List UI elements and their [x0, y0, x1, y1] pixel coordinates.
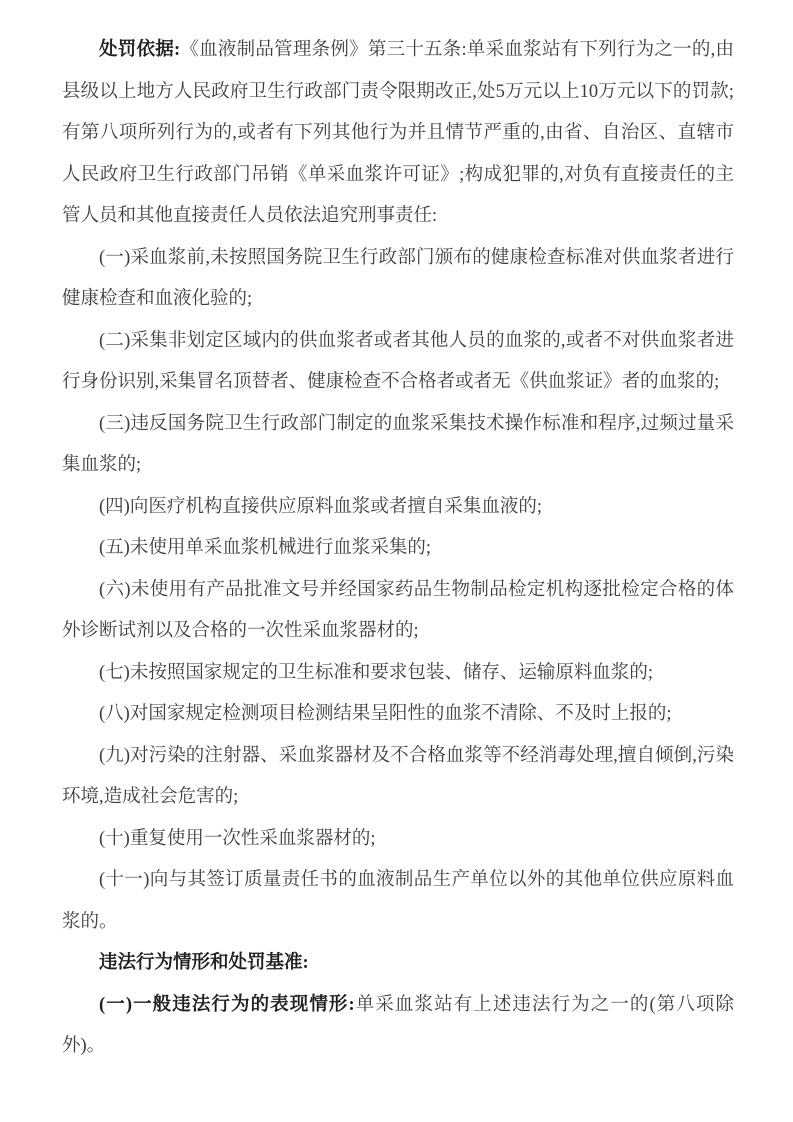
paragraph-list-item — [62, 528, 734, 570]
paragraph-list-item — [62, 321, 734, 404]
paragraph-sub-item — [62, 985, 734, 1068]
text-run: (十)重复使用一次性采血浆器材的; — [99, 828, 376, 849]
text-run: (八)对国家规定检测项目检测结果呈阳性的血浆不清除、不及时上报的; — [99, 704, 672, 724]
document-body — [62, 30, 734, 1068]
paragraph-list-item — [62, 487, 734, 529]
paragraph-list-item — [62, 860, 734, 943]
text-run: 《血液制品管理条例》第三十五条:单采血浆站有下列行为之一的,由县级以上地方人民政府卫生行政部门责令限期改正,处5万元以上10万元以下的罚款;有第八项所列行为的,或者有下列其他行为并且情节严重的,由省、自治区、直辖市人民政府卫生行政部门吊销《单采血浆许可证》;构成犯罪的,对负有直接责任的主管人员和其他直接责任人员依法追究刑事责任: — [62, 40, 734, 226]
paragraph-list-item — [62, 404, 734, 487]
text-run: (七)未按照国家规定的卫生标准和要求包装、储存、运输原料血浆的; — [99, 662, 653, 683]
paragraph-list-item — [62, 653, 734, 695]
text-run: (十一)向与其签订质量责任书的血液制品生产单位以外的其他单位供应原料血浆的。 — [62, 870, 734, 932]
text-run: 单采血浆站有上述违法行为之一的(第八项除外)。 — [62, 994, 734, 1056]
paragraph-section-heading — [62, 943, 734, 985]
text-run: (一)采血浆前,未按照国务院卫生行政部门颁布的健康检查标准对供血浆者进行健康检查和血液化验的; — [62, 247, 734, 309]
text-run: (二)采集非划定区域内的供血浆者或者其他人员的血浆的,或者不对供血浆者进行身份识别,采集冒名顶替者、健康检查不合格者或者无《供血浆证》者的血浆的; — [62, 330, 734, 392]
text-run: (五)未使用单采血浆机械进行血浆采集的; — [99, 538, 431, 558]
paragraph-list-item — [62, 819, 734, 861]
bold-text-run: (一)一般违法行为的表现情形: — [99, 994, 355, 1015]
bold-text-run: 处罚依据: — [99, 40, 181, 60]
bold-text-run: 违法行为情形和处罚基准: — [99, 953, 309, 973]
paragraph-list-item — [62, 694, 734, 736]
paragraph-list-item — [62, 570, 734, 653]
text-run: (九)对污染的注射器、采血浆器材及不合格血浆等不经消毒处理,擅自倾倒,污染环境,造成社会危害的; — [62, 745, 734, 807]
paragraph-list-item — [62, 736, 734, 819]
paragraph-penalty-basis — [62, 30, 734, 238]
text-run: (四)向医疗机构直接供应原料血浆或者擅自采集血液的; — [99, 496, 542, 517]
text-run: (三)违反国务院卫生行政部门制定的血浆采集技术操作标准和程序,过频过量采集血浆的; — [62, 413, 734, 475]
paragraph-list-item — [62, 238, 734, 321]
text-run: (六)未使用有产品批准文号并经国家药品生物制品检定机构逐批检定合格的体外诊断试剂以及合格的一次性采血浆器材的; — [62, 579, 734, 641]
